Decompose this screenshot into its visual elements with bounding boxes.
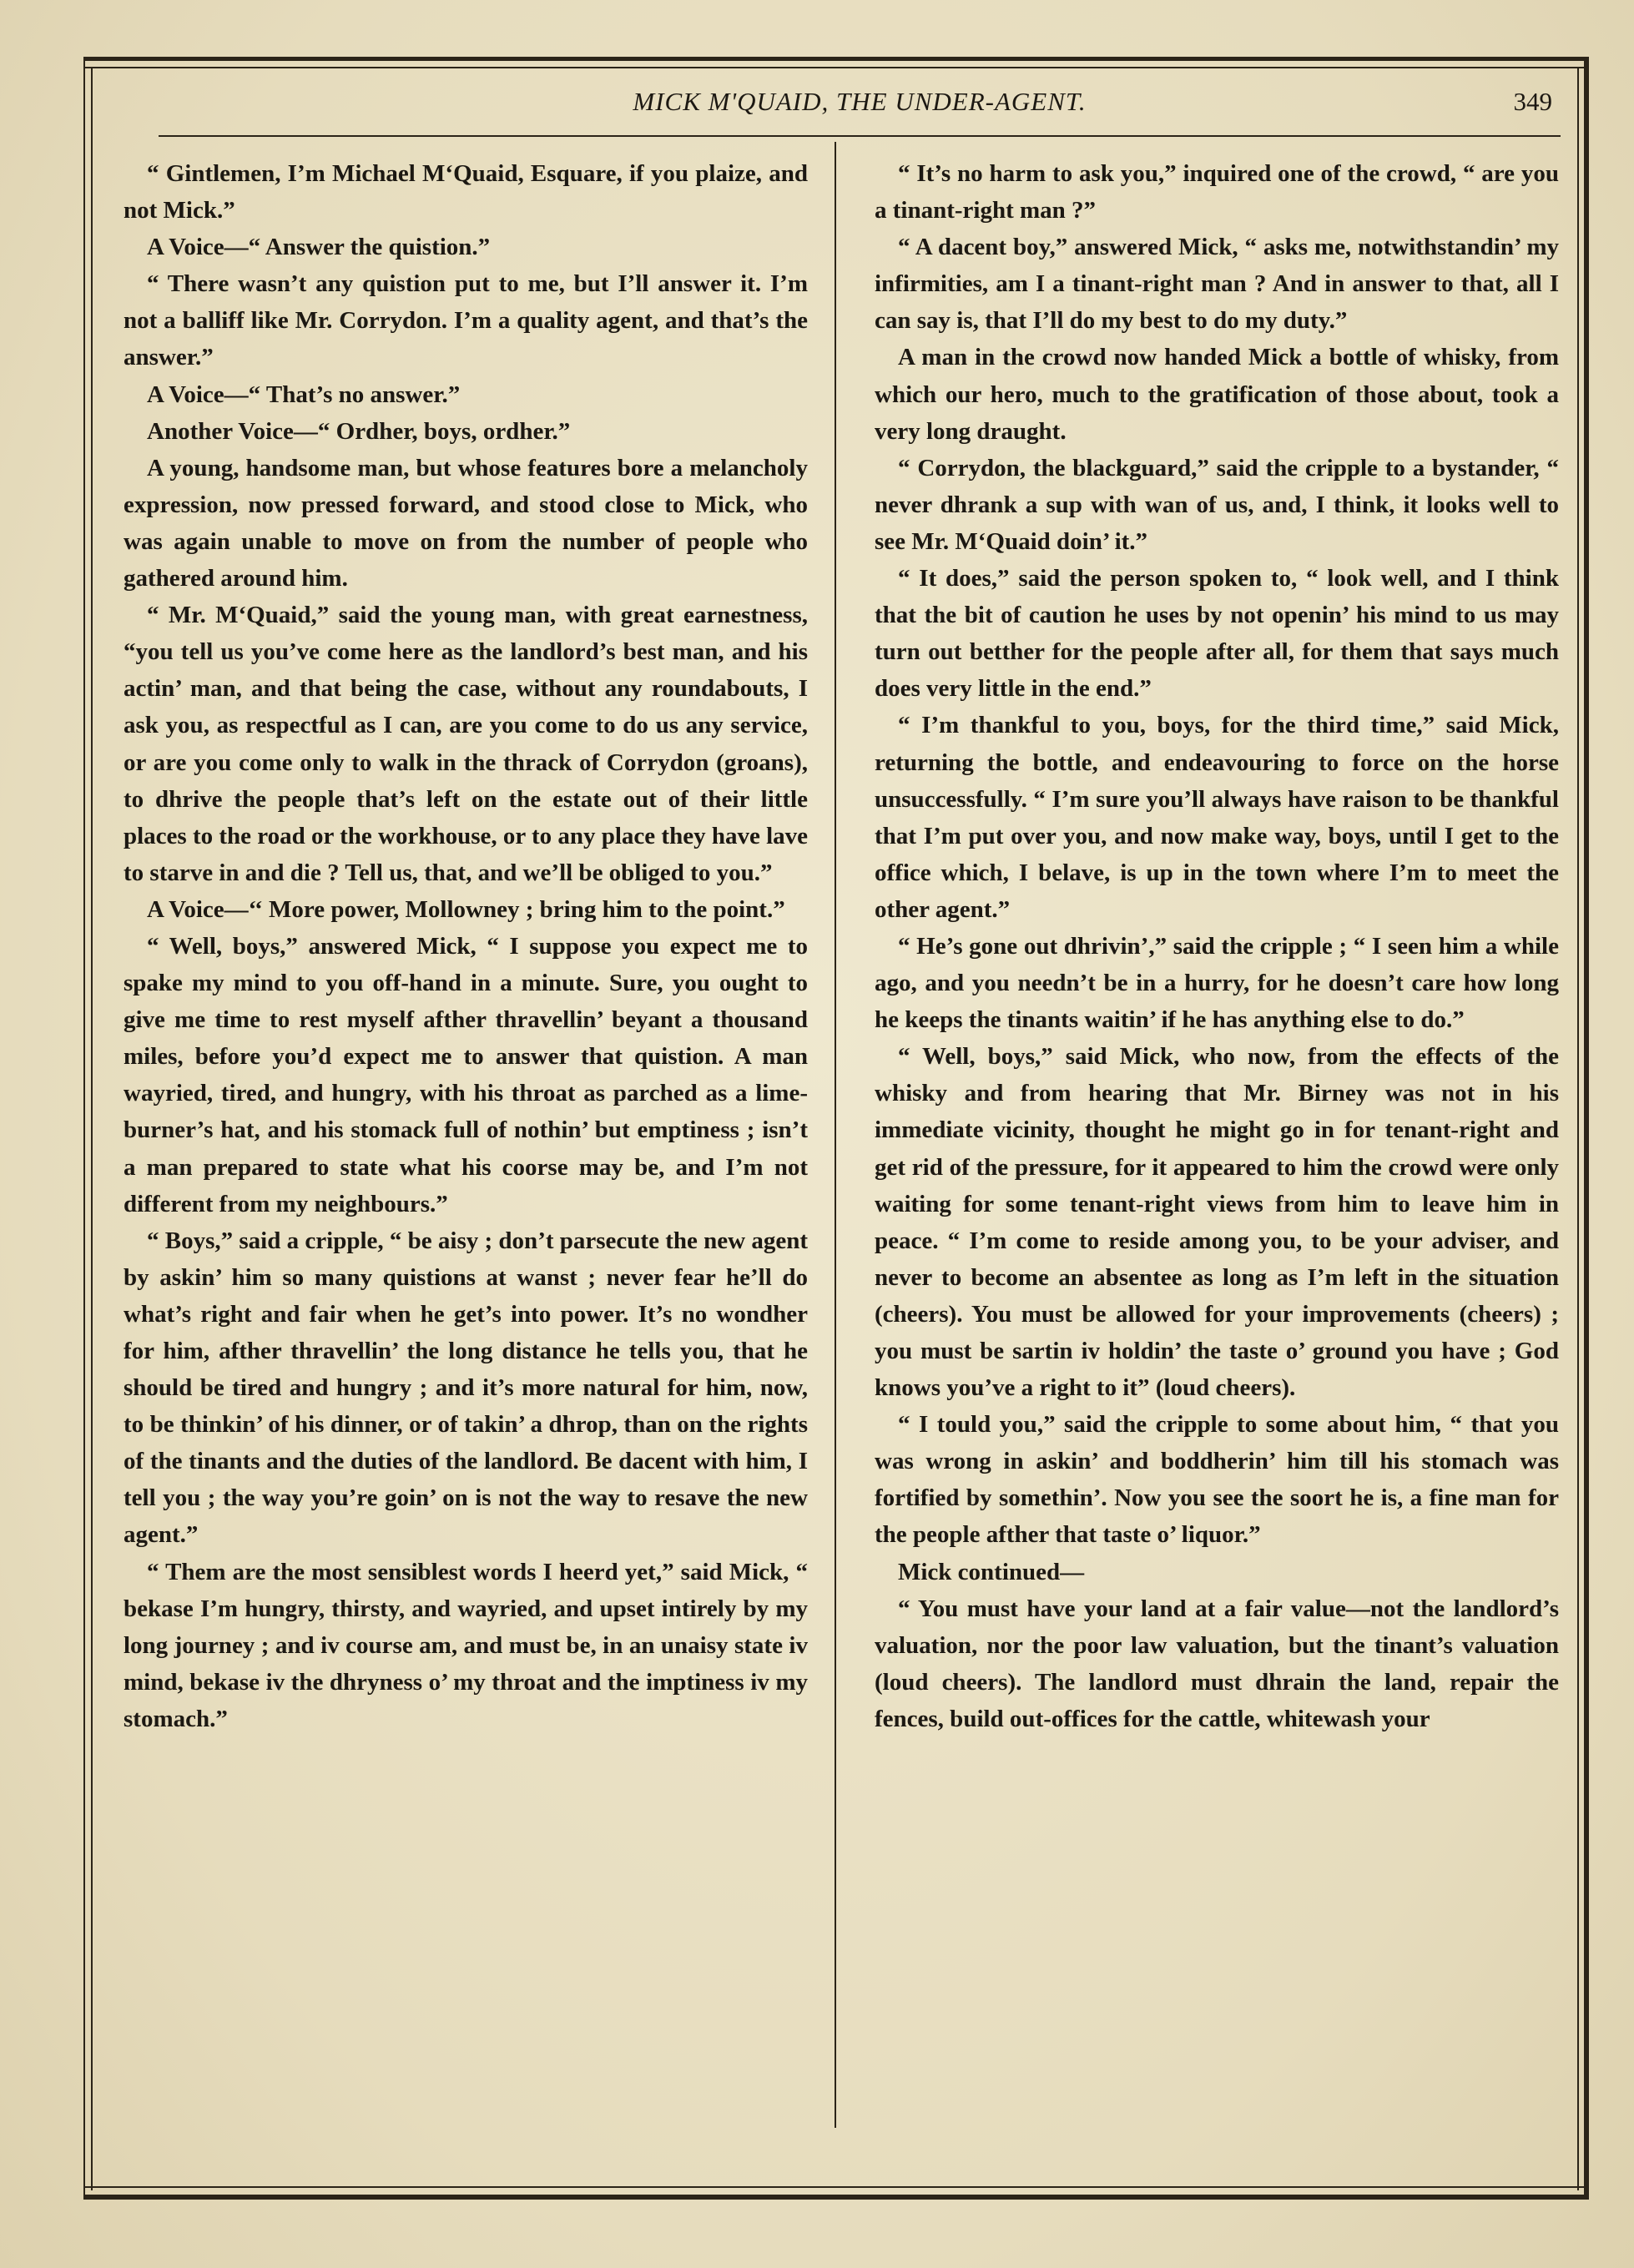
paragraph: “ He’s gone out dhrivin’,” said the cripple ; “ I seen him a while ago, and you needn’t be in a hurry, for he doesn’t care how long he keeps the tinants waitin’ if he has anything else to do.” (875, 932, 1559, 1034)
column-divider (835, 142, 836, 2128)
paragraph: “ I’m thankful to you, boys, for the third time,” said Mick, returning the bottle, and endeavouring to force on the horse unsuccessfully. “ I’m sure you’ll always have raison to be thankful that I’m put over you, and now make way, boys, until I get to the office which, I belave, is up in the town where I’m to meet the other agent.” (875, 712, 1559, 923)
paragraph: “ A dacent boy,” answered Mick, “ asks me, notwithstandin’ my infirmities, am I a tinant-right man ? And in answer to that, all I can say is, that I’ll do my best to do my duty.” (875, 234, 1559, 335)
paragraph: “ It’s no harm to ask you,” inquired one of the crowd, “ are you a tinant-right man ?” (875, 160, 1559, 224)
right-column (875, 155, 1559, 1737)
paragraph: A man in the crowd now handed Mick a bottle of whisky, from which our hero, much to the gratification of those about, took a very long draught. (875, 344, 1559, 445)
frame-rule-left-inner (91, 67, 93, 2190)
paragraph: “ Well, boys,” answered Mick, “ I suppose you expect me to spake my mind to you off-hand in a minute. Sure, you ought to give me time to rest myself afther thravellin’ beyant a thousand miles, before you’d expect me to answer that quistion. A man wayried, tired, and hungry, with his throat as parched as a lime-burner’s hat, and his stomack full of nothin’ but emptiness ; isn’t a man prepared to state what his coorse may be, and I’m not different from my neighbours.” (124, 932, 808, 1217)
paragraph: “ You must have your land at a fair value—not the landlord’s valuation, nor the poor law valuation, but the tinant’s valuation (loud cheers). The landlord must dhrain the land, repair the fences, build out-offices for the cattle, whitewash your (875, 1595, 1559, 1732)
paragraph: A Voice—‘‘ More power, Mollowney ; bring him to the point.” (147, 895, 785, 923)
paragraph: “ I tould you,” said the cripple to some about him, “ that you was wrong in askin’ and boddherin’ him till his stomach was fortified by somethin’. Now you see the soort he is, a fine man for the people afther that taste o’ liquor.” (875, 1411, 1559, 1549)
frame-rule-top-thick (83, 57, 1586, 61)
running-title: MICK M'QUAID, THE UNDER-AGENT. (633, 87, 1087, 116)
paragraph: “ Them are the most sensiblest words I heerd yet,” said Mick, “ bekase I’m hungry, thirsty, and wayried, and upset intirely by my long journey ; and iv course am, and must be, in an unaisy state iv mind, bekase iv the dhryness o’ my throat and the imptiness iv my stomach.” (124, 1558, 808, 1732)
paragraph: “ Gintlemen, I’m Michael M‘Quaid, Esquare, if you plaize, and not Mick.” (124, 160, 808, 224)
frame-rule-bottom-thick (83, 2195, 1586, 2200)
header-rule (159, 135, 1561, 137)
frame-rule-right-inner (1577, 67, 1579, 2190)
frame-rule-bottom-thin (83, 2186, 1586, 2188)
page-number: 349 (1513, 87, 1552, 116)
paragraph: A Voice—“ That’s no answer.” (147, 381, 461, 408)
paragraph: Mick continued— (898, 1558, 1085, 1585)
paragraph: “ It does,” said the person spoken to, “ look well, and I think that the bit of caution he uses by not openin’ his mind to us may turn out betther for the people after all, for them that says much does very little in the end.” (875, 565, 1559, 703)
paragraph: “ Mr. M‘Quaid,” said the young man, with great earnestness, “you tell us you’ve come here as the landlord’s best man, and his actin’ man, and that being the case, without any roundabouts, I ask you, as respectful as I can, are you come to do us any service, or are you come only to walk in the thrack of Corrydon (groans), to dhrive the people that’s left on the estate out of their little places to the road or the workhouse, or to any place they have lave to starve in and die ? Tell us, that, and we’ll be obliged to you.” (124, 602, 809, 886)
paragraph: “ Corrydon, the blackguard,” said the cripple to a bystander, “ never dhrank a sup with wan of us, and, I think, it looks well to see Mr. M‘Quaid doin’ it.” (875, 454, 1559, 555)
frame-rule-right-outer (1584, 57, 1589, 2200)
paragraph: A Voice—“ Answer the quistion.” (147, 234, 491, 261)
left-column (124, 155, 808, 1737)
paragraph: “ Boys,” said a cripple, “ be aisy ; don’t parsecute the new agent by askin’ him so many quistions at wanst ; never fear he’ll do what’s right and fair when he get’s into power. It’s no wondher for him, afther thravellin’ the long distance he tells you, that he should be tired and hungry ; and it’s more natural for him, now, to be thinkin’ of his dinner, or of takin’ a dhrop, than on the rights of the tinants and the duties of the landlord. Be dacent with him, I tell you ; the way you’re goin’ on is not the way to resave the new agent.” (124, 1227, 808, 1549)
paragraph: Another Voice—“ Ordher, boys, ordher.” (147, 417, 571, 445)
paragraph: “ There wasn’t any quistion put to me, but I’ll answer it. I’m not a balliff like Mr. Corrydon. I’m a quality agent, and that’s the answer.” (124, 270, 808, 371)
frame-rule-left-outer (83, 57, 85, 2200)
paragraph: “ Well, boys,” said Mick, who now, from the effects of the whisky and from hearing that Mr. Birney was not in his immediate vicinity, thought he might go in for tenant-right and get rid of the pressure, for it appeared to him the crowd were only waiting for some tenant-right views from him to leave him in peace. “ I’m come to reside among you, to be your adviser, and never to become an absentee as long as I’m left in the situation (cheers). You must be allowed for your improvements (cheers) ; you must be sartin iv holdin’ the taste o’ ground you have ; God knows you’ve a right to it” (loud cheers). (875, 1043, 1559, 1402)
paragraph: A young, handsome man, but whose features bore a melancholy expression, now pressed forward, and stood close to Mick, who was again unable to move on from the number of people who gathered around him. (124, 454, 808, 592)
frame-rule-top-thin (83, 67, 1586, 68)
